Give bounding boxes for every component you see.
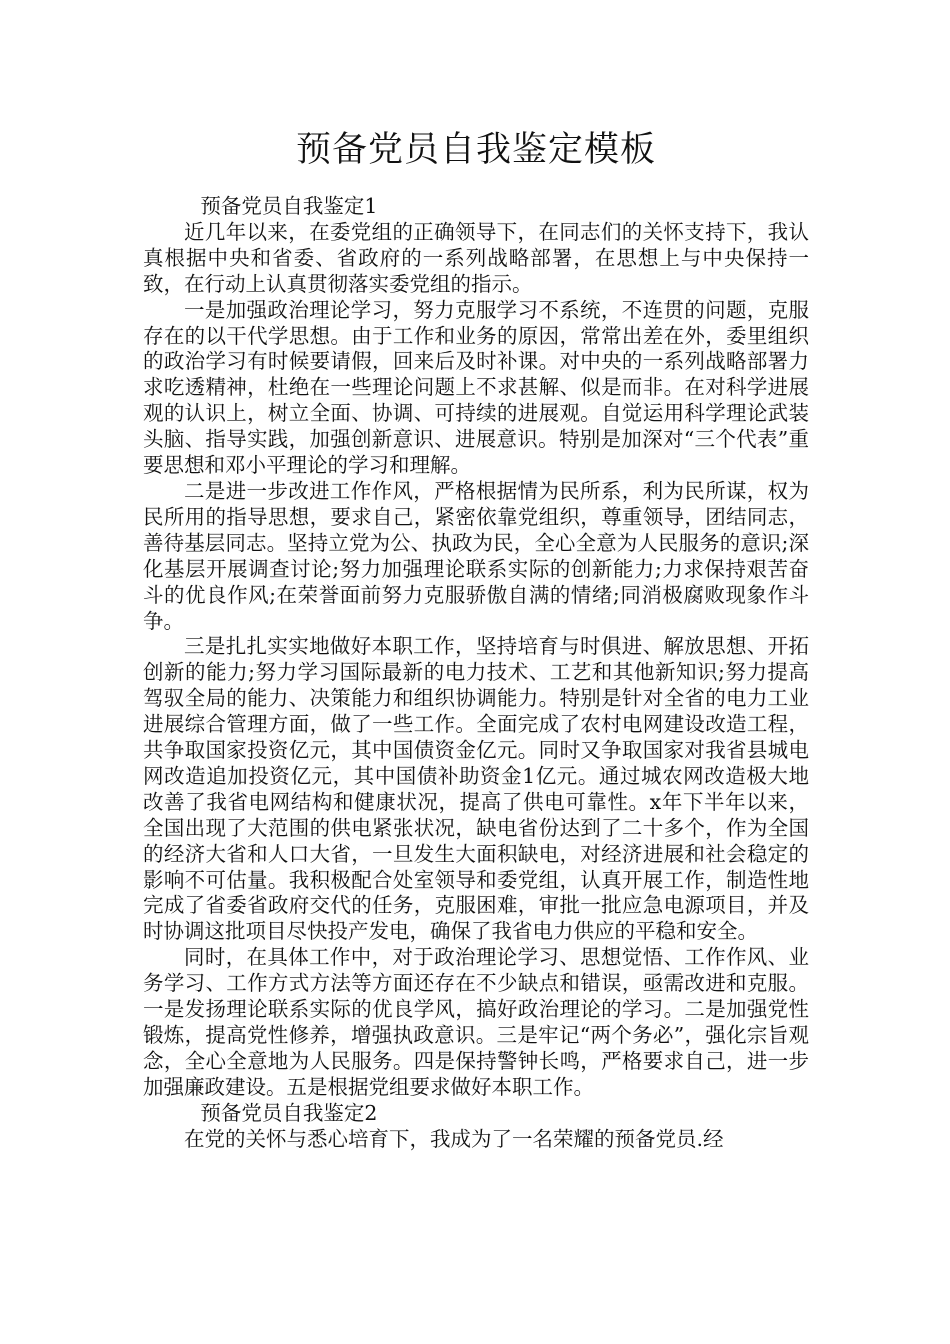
document-title: 预备党员自我鉴定模板 <box>295 130 656 170</box>
section-1-paragraph-1: 近几年以来，在委党组的正确领导下，在同志们的关怀支持下，我认真根据中央和省委、省政府的一系列战略部署，在思想上与中央保持一致，在行动上认真贯彻落实委党组的指示。 <box>143 219 809 296</box>
section-1-paragraph-2: 一是加强政治理论学习，努力克服学习不系统，不连贯的问题，克服存在的以干代学思想。由于工作和业务的原因，常常出差在外，委里组织的政治学习有时候要请假，回来后及时补课。对中央的一系列战略部署力求吃透精神，杜绝在一些理论问题上不求甚解、似是而非。在对科学进展观的认识上，树立全面、协调、可持续的进展观。自觉运用科学理论武装头脑、指导实践，加强创新意识、进展意识。特别是加深对“三个代表”重要思想和邓小平理论的学习和理解。 <box>143 297 809 478</box>
section-1-paragraph-4: 三是扎扎实实地做好本职工作，坚持培育与时俱进、解放思想、开拓创新的能力;努力学习国际最新的电力技术、工艺和其他新知识;努力提高驾驭全局的能力、决策能力和组织协调能力。特别是针对全省的电力工业进展综合管理方面，做了一些工作。全面完成了农村电网建设改造工程，共争取国家投资亿元，其中国债资金亿元。同时又争取国家对我省县城电网改造追加投资亿元，其中国债补助资金1亿元。通过城农网改造极大地改善了我省电网结构和健康状况，提高了供电可靠性。x年下半年以来，全国出现了大范围的供电紧张状况，缺电省份达到了二十多个，作为全国的经济大省和人口大省，一旦发生大面积缺电，对经济进展和社会稳定的影响不可估量。我积极配合处室领导和委党组，认真开展工作，制造性地完成了省委省政府交代的任务，克服困难，审批一批应急电源项目，并及时协调这批项目尽快投产发电，确保了我省电力供应的平稳和安全。 <box>143 634 809 944</box>
section-2-paragraph-1: 在党的关怀与悉心培育下，我成为了一名荣耀的预备党员.经 <box>184 1126 724 1151</box>
document-page <box>143 120 809 1153</box>
section-1-paragraph-3: 二是进一步改进工作作风，严格根据情为民所系，利为民所谋，权为民所用的指导思想，要求自己，紧密依靠党组织，尊重领导，团结同志，善待基层同志。坚持立党为公、执政为民，全心全意为人民服务的意识;深化基层开展调查讨论;努力加强理论联系实际的创新能力;力求保持艰苦奋斗的优良作风;在荣誉面前努力克服骄傲自满的情绪;同消极腐败现象作斗争。 <box>143 478 809 633</box>
section-heading-2: 预备党员自我鉴定2 <box>200 1100 378 1125</box>
section-heading-1: 预备党员自我鉴定1 <box>200 194 378 218</box>
section-1-paragraph-5: 同时，在具体工作中，对于政治理论学习、思想觉悟、工作作风、业务学习、工作方式方法等方面还存在不少缺点和错误，亟需改进和克服。一是发扬理论联系实际的优良学风，搞好政治理论的学习。二是加强党性锻炼，提高党性修养，增强执政意识。三是牢记“两个务必”，强化宗旨观念，全心全意地为人民服务。四是保持警钟长鸣，严格要求自己，进一步加强廉政建设。五是根据党组要求做好本职工作。 <box>143 945 809 1099</box>
